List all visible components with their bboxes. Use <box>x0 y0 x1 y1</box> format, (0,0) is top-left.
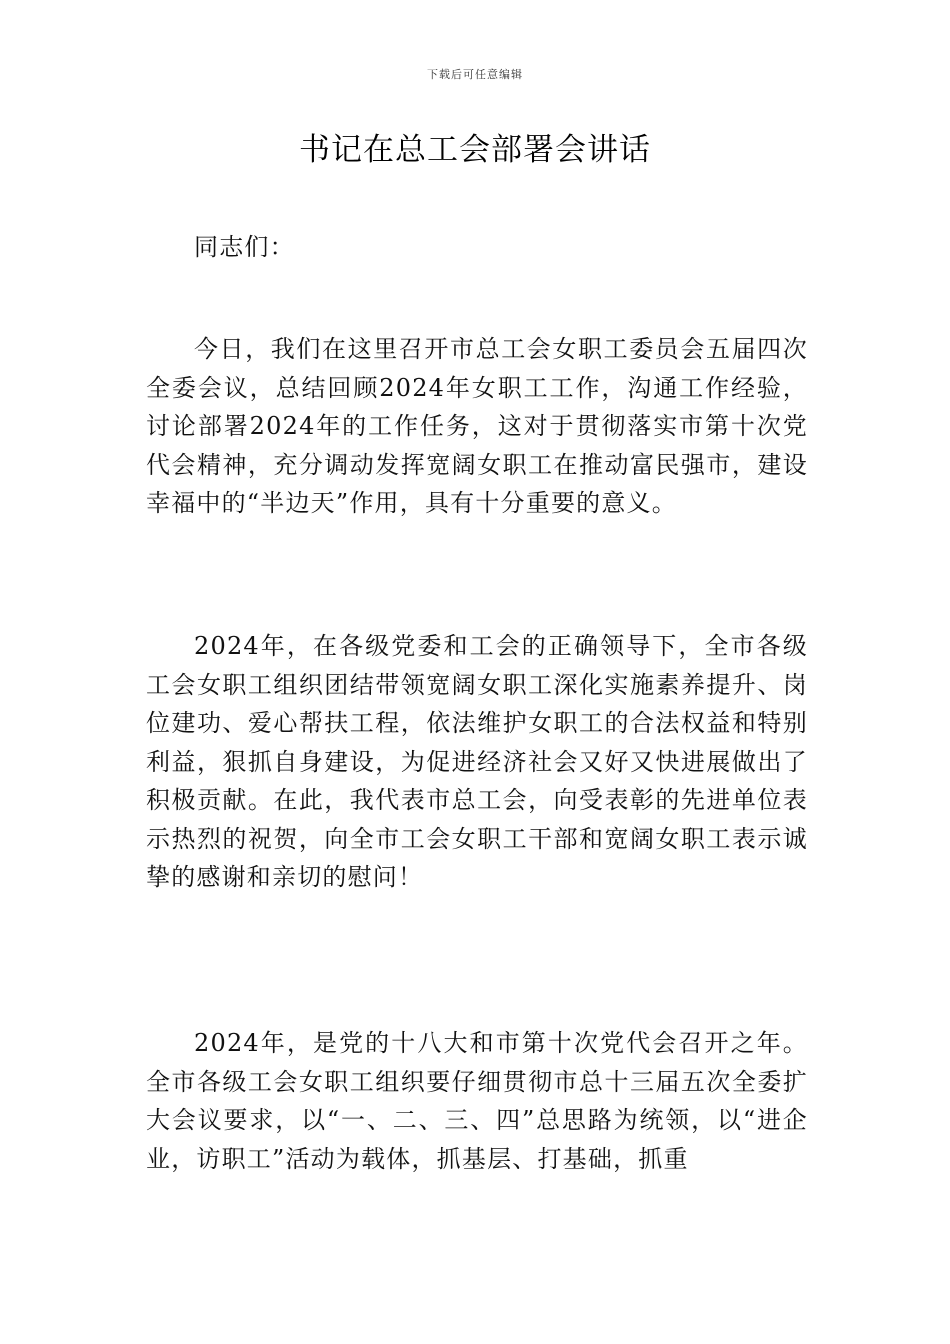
salutation: 同志们： <box>194 233 295 261</box>
header-note: 下载后可任意编辑 <box>427 68 523 81</box>
paragraph-1: 今日，我们在这里召开市总工会女职工委员会五届四次全委会议，总结回顾2024年女职工工作，沟通工作经验，讨论部署2024年的工作任务，这对于贯彻落实市第十次党代会精神，充分调动发挥宽阔女职工在推动富民强市，建设幸福中的“半边天”作用，具有十分重要的意义。 <box>146 335 808 517</box>
document-title: 书记在总工会部署会讲话 <box>299 132 651 168</box>
paragraph-2: 2024年，在各级党委和工会的正确领导下，全市各级工会女职工组织团结带领宽阔女职工深化实施素养提升、岗位建功、爱心帮扶工程，依法维护女职工的合法权益和特别利益，狠抓自身建设，为促进经济社会又好又快进展做出了积极贡献。在此，我代表市总工会，向受表彰的先进单位表示热烈的祝贺，向全市工会女职工干部和宽阔女职工表示诚挚的感谢和亲切的慰问！ <box>146 632 808 891</box>
paragraph-3: 2024年，是党的十八大和市第十次党代会召开之年。全市各级工会女职工组织要仔细贯彻市总十三届五次全委扩大会议要求，以“一、二、三、四”总思路为统领，以“进企业，访职工”活动为载体，抓基层、打基础，抓重 <box>146 1029 808 1173</box>
